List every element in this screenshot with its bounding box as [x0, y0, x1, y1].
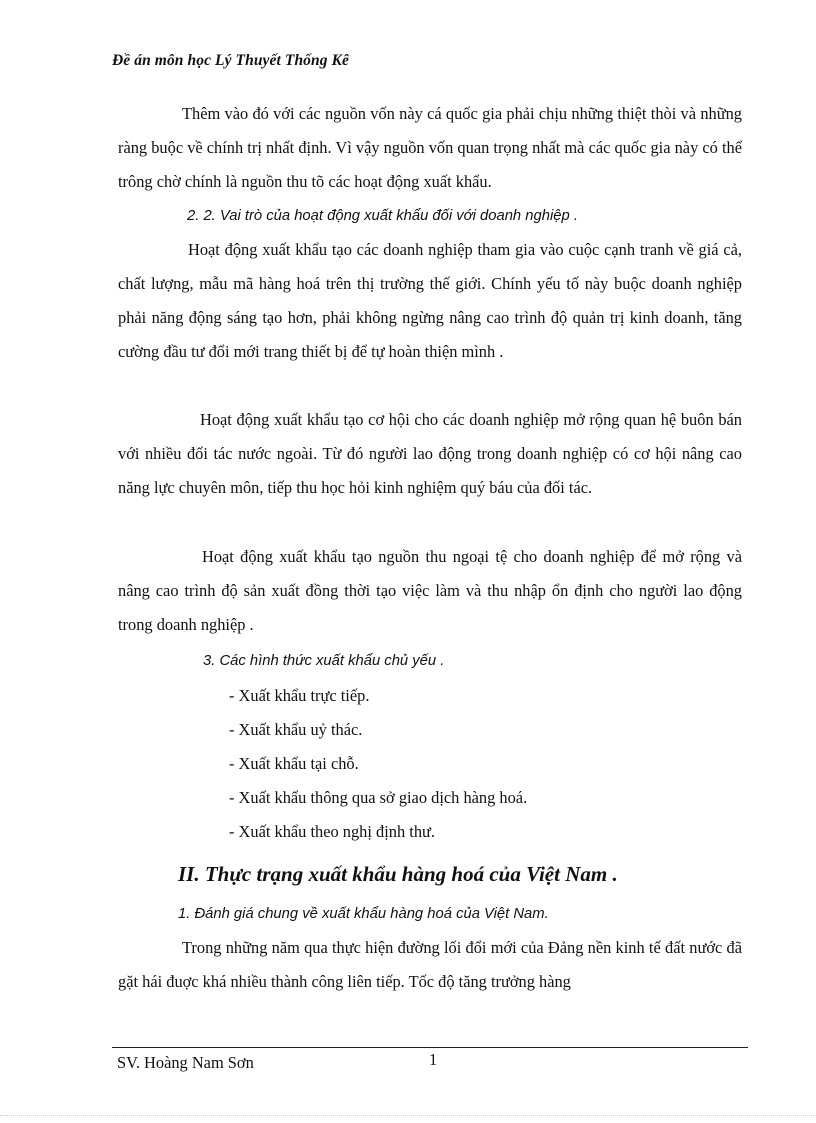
paragraph-2: Hoạt động xuất khẩu tạo các doanh nghiệp tham gia vào cuộc cạnh tranh về giá cả, chất lượng, mẫu mã hàng hoá trên thị trường thế giới. Chính yếu tố này buộc doanh nghiệp phải năng động sáng tạo hơn, phải không ngừng nâng cao trình độ quản trị kinh doanh, tăng cường đầu tư đổi mới trang thiết bị để tự hoàn thiện mình . — [118, 240, 742, 361]
list-item: - Xuất khẩu theo nghị định thư. — [229, 822, 435, 841]
paragraph-4: Hoạt động xuất khẩu tạo nguồn thu ngoại tệ cho doanh nghiệp để mở rộng và nâng cao trình độ sản xuất đồng thời tạo việc làm và thu nhập ổn định cho người lao động trong doanh nghiệp . — [118, 547, 742, 634]
page-number: 1 — [429, 1050, 438, 1069]
subheading-3: 3. Các hình thức xuất khẩu chủ yếu . — [203, 653, 445, 669]
list-item: - Xuất khẩu thông qua sở giao dịch hàng hoá. — [229, 788, 528, 807]
list-item: - Xuất khẩu uỷ thác. — [229, 720, 363, 739]
paragraph-3: Hoạt động xuất khẩu tạo cơ hội cho các doanh nghiệp mở rộng quan hệ buôn bán với nhiều đối tác nước ngoài. Từ đó người lao động trong doanh nghiệp có cơ hội nâng cao năng lực chuyên môn, tiếp thu học hỏi kinh nghiệm quý báu của đối tác. — [118, 410, 742, 497]
footer-divider — [112, 1047, 748, 1048]
list-item: - Xuất khẩu trực tiếp. — [229, 686, 370, 705]
list-item: - Xuất khẩu tại chỗ. — [229, 754, 359, 773]
page-edge-divider — [0, 1115, 816, 1116]
paragraph-5: Trong những năm qua thực hiện đường lối đổi mới của Đảng nền kinh tế đất nước đã gặt hái đuợc khá nhiều thành công liên tiếp. Tốc độ tăng trưởng hàng — [118, 938, 742, 991]
section-title: II. Thực trạng xuất khẩu hàng hoá của Việt Nam . — [178, 862, 618, 886]
footer-author: SV. Hoàng Nam Sơn — [117, 1053, 254, 1072]
document-header: Đề án môn học Lý Thuyết Thống Kê — [112, 52, 349, 69]
paragraph-1: Thêm vào đó với các nguồn vốn này cá quốc gia phải chịu những thiệt thòi và những ràng buộc về chính trị nhất định. Vì vậy nguồn vốn quan trọng nhất mà các quốc gia này có thể trông chờ chính là nguồn thu tõ các hoạt động xuất khẩu. — [118, 104, 742, 191]
subheading-1: 1. Đánh giá chung về xuất khẩu hàng hoá của Việt Nam. — [178, 906, 549, 922]
subheading-2-2: 2. 2. Vai trò của hoạt động xuất khẩu đối với doanh nghiệp . — [187, 208, 578, 224]
